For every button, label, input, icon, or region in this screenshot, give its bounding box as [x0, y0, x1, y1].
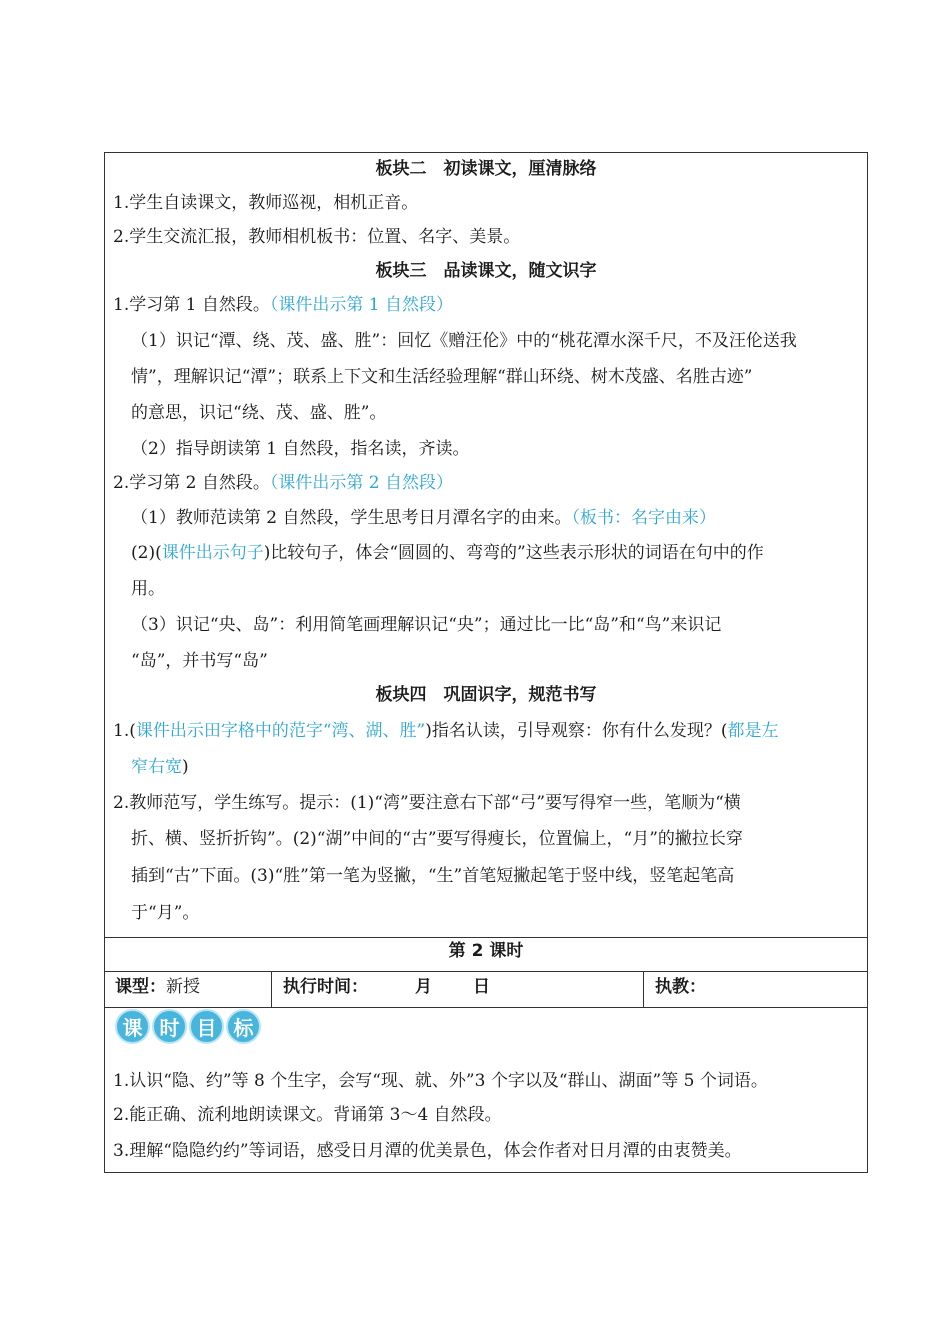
section3-title: 板块三 品读课文，随文识字: [375, 261, 597, 281]
info-col-divider-1: [271, 971, 272, 1007]
section4-step2-line-b: 折、横、竖折折钩”。(2)“湖”中间的“古”要写得瘦长，位置偏上，“月”的撇拉长穿: [131, 829, 743, 849]
section4-step2-line-c: 插到“古”下面。(3)“胜”第一笔为竖撇，“生”首笔短撇起笔于竖中线，竖笔起笔高: [131, 866, 735, 886]
divider-lesson2: [105, 937, 867, 938]
section2-title: 板块二 初读课文，厘清脉络: [375, 159, 597, 179]
section3-step2-2: [131, 543, 764, 563]
divider-info-row: [105, 971, 867, 972]
section4-step1: [113, 721, 779, 741]
exec-time-label: 执行时间：: [283, 977, 368, 997]
section3-step1-1-line-b: 情”，理解识记“潭”；联系上下文和生活经验理解“群山环绕、树木茂盛、名胜古迹”: [131, 367, 753, 387]
section2-line-1: 1.学生自读课文，教师巡视，相机正音。: [113, 193, 419, 213]
section4-step1-close: ): [182, 757, 189, 777]
section3-step2-1-board: （板书：名字由来）: [571, 508, 716, 528]
lesson-type-value: 新授: [166, 977, 200, 997]
badge-char-3: 目: [189, 1009, 224, 1044]
section4-title: 板块四 巩固识字，规范书写: [375, 685, 597, 705]
section3-step1: [113, 295, 453, 315]
lesson-goals-badge: [115, 1009, 261, 1045]
section3-step2: [113, 473, 453, 493]
section3-step1-courseware: （课件出示第 1 自然段）: [269, 295, 453, 315]
section3-step2-1-text: （1）教师范读第 2 自然段，学生思考日月潭名字的由来。: [131, 508, 572, 528]
section4-step1-prefix: 1.(: [113, 721, 136, 741]
exec-time-month: 月: [415, 977, 432, 997]
lesson-plan-table: [104, 152, 868, 1173]
section3-step2-text: 2.学习第 2 自然段。: [113, 473, 270, 493]
section3-step2-courseware: （课件出示第 2 自然段）: [269, 473, 453, 493]
section3-step2-2-prefix: (2)(: [131, 543, 162, 563]
section4-step1-cont: [131, 757, 189, 777]
section3-step2-2-courseware: 课件出示句子: [161, 543, 264, 563]
section3-step2-2-cont: 用。: [131, 579, 165, 599]
lesson-type-label: 课型：: [115, 977, 166, 997]
section3-step2-3-line-a: （3）识记“央、岛”：利用简笔画理解识记“央”；通过比一比“岛”和“鸟”来识记: [131, 615, 722, 635]
info-col-divider-2: [643, 971, 644, 1007]
section2-line-2: 2.学生交流汇报，教师相机板书：位置、名字、美景。: [113, 227, 521, 247]
exec-time-day: 日: [473, 977, 490, 997]
goal-2: 2.能正确、流利地朗读课文。背诵第 3～4 自然段。: [113, 1105, 502, 1125]
goal-3: 3.理解“隐隐约约”等词语，感受日月潭的优美景色，体会作者对日月潭的由衷赞美。: [113, 1141, 742, 1161]
badge-char-2: 时: [152, 1009, 187, 1044]
section4-step1-text: )指名认读，引导观察：你有什么发现？(: [425, 721, 728, 741]
section3-step1-1-line-a: （1）识记“潭、绕、茂、盛、胜”：回忆《赠汪伦》中的“桃花潭水深千尺，不及汪伦送我: [131, 331, 797, 351]
section3-step2-3-line-b: “岛”，并书写“岛”: [131, 651, 268, 671]
divider-goals: [105, 1007, 867, 1008]
badge-char-1: 课: [115, 1009, 150, 1044]
section4-step1-answer-a: 都是左: [727, 721, 779, 741]
lesson2-title: 第 2 课时: [448, 941, 524, 961]
section4-step1-courseware: 课件出示田字格中的范字“湾、湖、胜”: [135, 721, 426, 741]
section4-step2-line-a: 2.教师范写，学生练写。提示：(1)“湾”要注意右下部“弓”要写得窄一些，笔顺为“横: [113, 793, 741, 813]
section3-step1-1-line-c: 的意思，识记“绕、茂、盛、胜”。: [131, 403, 387, 423]
goal-1: 1.认识“隐、约”等 8 个生字，会写“现、就、外”3 个字以及“群山、湖面”等 5 个词语。: [113, 1071, 768, 1091]
section3-step1-text: 1.学习第 1 自然段。: [113, 295, 270, 315]
section3-step2-1: [131, 508, 716, 528]
section4-step2-line-d: 于“月”。: [131, 903, 200, 923]
lesson-type: [115, 977, 200, 997]
teacher-label: 执教：: [655, 977, 706, 997]
section3-step2-2-text: )比较句子，体会“圆圆的、弯弯的”这些表示形状的词语在句中的作: [263, 543, 764, 563]
section4-step1-answer-b: 窄右宽: [131, 757, 182, 777]
section3-step1-2: （2）指导朗读第 1 自然段，指名读，齐读。: [131, 439, 470, 459]
badge-char-4: 标: [226, 1009, 261, 1044]
